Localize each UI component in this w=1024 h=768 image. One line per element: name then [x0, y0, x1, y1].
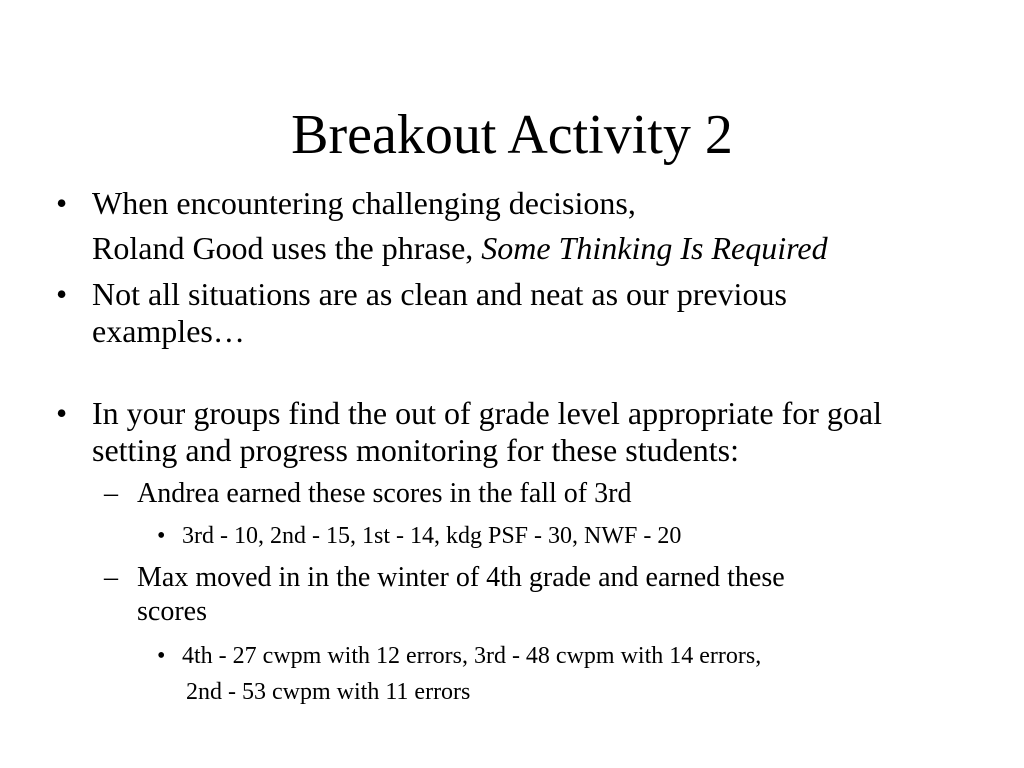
sub-sub-bullet-max-scores — [157, 638, 982, 710]
scores-text-line2: 2nd - 53 cwpm with 11 errors — [186, 679, 471, 705]
scores-text-line1: 4th - 27 cwpm with 12 errors, 3rd - 48 cwpm with 14 errors, — [182, 643, 762, 669]
bullet-text-prefix: Roland Good uses the phrase, — [92, 230, 482, 266]
dash-icon: – — [104, 562, 118, 593]
bullet-icon: • — [56, 276, 68, 312]
bullet-text-line1: In your groups find the out of grade level appropriate for goal — [92, 395, 882, 431]
bullet-icon: • — [56, 395, 68, 431]
scores-text: 3rd - 10, 2nd - 15, 1st - 14, kdg PSF - 30, NWF - 20 — [182, 523, 682, 549]
bullet-item-not-all-situations — [56, 276, 972, 350]
sub-bullet-text: Andrea earned these scores in the fall of 3rd — [137, 478, 632, 509]
sub-bullet-andrea — [104, 477, 977, 511]
bullet-item-challenging-decisions — [56, 185, 972, 222]
bullet-continuation-roland-good — [92, 230, 972, 267]
sub-bullet-max — [104, 561, 977, 629]
slide-title: Breakout Activity 2 — [291, 104, 733, 166]
bullet-icon: • — [56, 185, 68, 221]
sub-sub-bullet-andrea-scores — [157, 518, 982, 554]
bullet-text-line2: examples… — [92, 313, 245, 349]
bullet-icon: • — [157, 643, 166, 669]
sub-bullet-text-line1: Max moved in in the winter of 4th grade and earned these — [137, 562, 785, 593]
italic-phrase: Some Thinking Is Required — [481, 230, 828, 266]
bullet-text-line2: setting and progress monitoring for these students: — [92, 432, 740, 468]
dash-icon: – — [104, 478, 118, 509]
sub-bullet-text-line2: scores — [137, 596, 207, 627]
bullet-item-groups-instructions — [56, 395, 972, 469]
bullet-text-line1: Not all situations are as clean and neat as our previous — [92, 276, 787, 312]
bullet-icon: • — [157, 523, 166, 549]
bullet-text: When encountering challenging decisions, — [92, 185, 636, 221]
